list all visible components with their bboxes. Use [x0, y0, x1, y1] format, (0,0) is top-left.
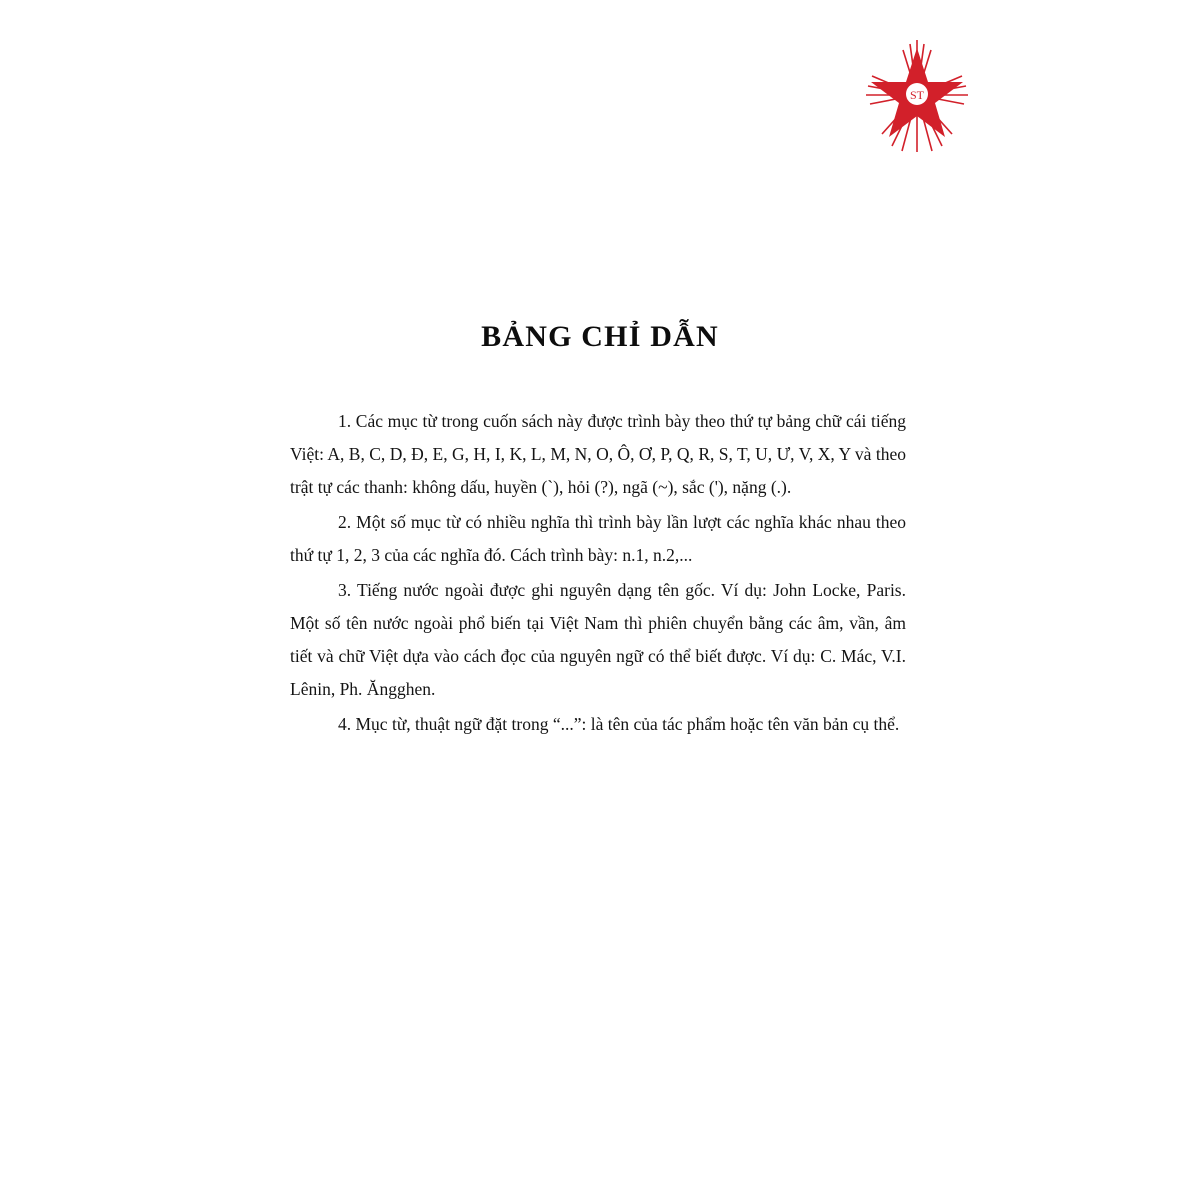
body-paragraph-3: 3. Tiếng nước ngoài được ghi nguyên dạng tên gốc. Ví dụ: John Locke, Paris. Một số tên nước ngoài phổ biến tại Việt Nam thì phiên chuyển bằng các âm, vần, âm tiết và chữ Việt dựa vào cách đọc của nguyên ngữ có thể biết được. Ví dụ: C. Mác, V.I. Lênin, Ph. Ăngghen. [290, 580, 906, 699]
page-title: BẢNG CHỈ DẪN [481, 320, 719, 354]
body-paragraph-1: 1. Các mục từ trong cuốn sách này được trình bày theo thứ tự bảng chữ cái tiếng Việt: A, B, C, D, Đ, E, G, H, I, K, L, M, N, O, Ô, Ơ, P, Q, R, S, T, U, Ư, V, X, Y và theo trật tự các thanh: không dấu, huyền (`), hỏi (?), ngã (~), sắc ('), nặng (.). [290, 411, 906, 497]
publisher-star-emblem [862, 38, 972, 153]
body-paragraph-2: 2. Một số mục từ có nhiều nghĩa thì trình bày lần lượt các nghĩa khác nhau theo thứ tự 1, 2, 3 của các nghĩa đó. Cách trình bày: n.1, n.2,... [290, 512, 906, 565]
document-body [290, 405, 906, 741]
body-paragraph-4: 4. Mục từ, thuật ngữ đặt trong “...”: là tên của tác phẩm hoặc tên văn bản cụ thể. [338, 714, 900, 734]
svg-text:ST: ST [909, 88, 925, 102]
